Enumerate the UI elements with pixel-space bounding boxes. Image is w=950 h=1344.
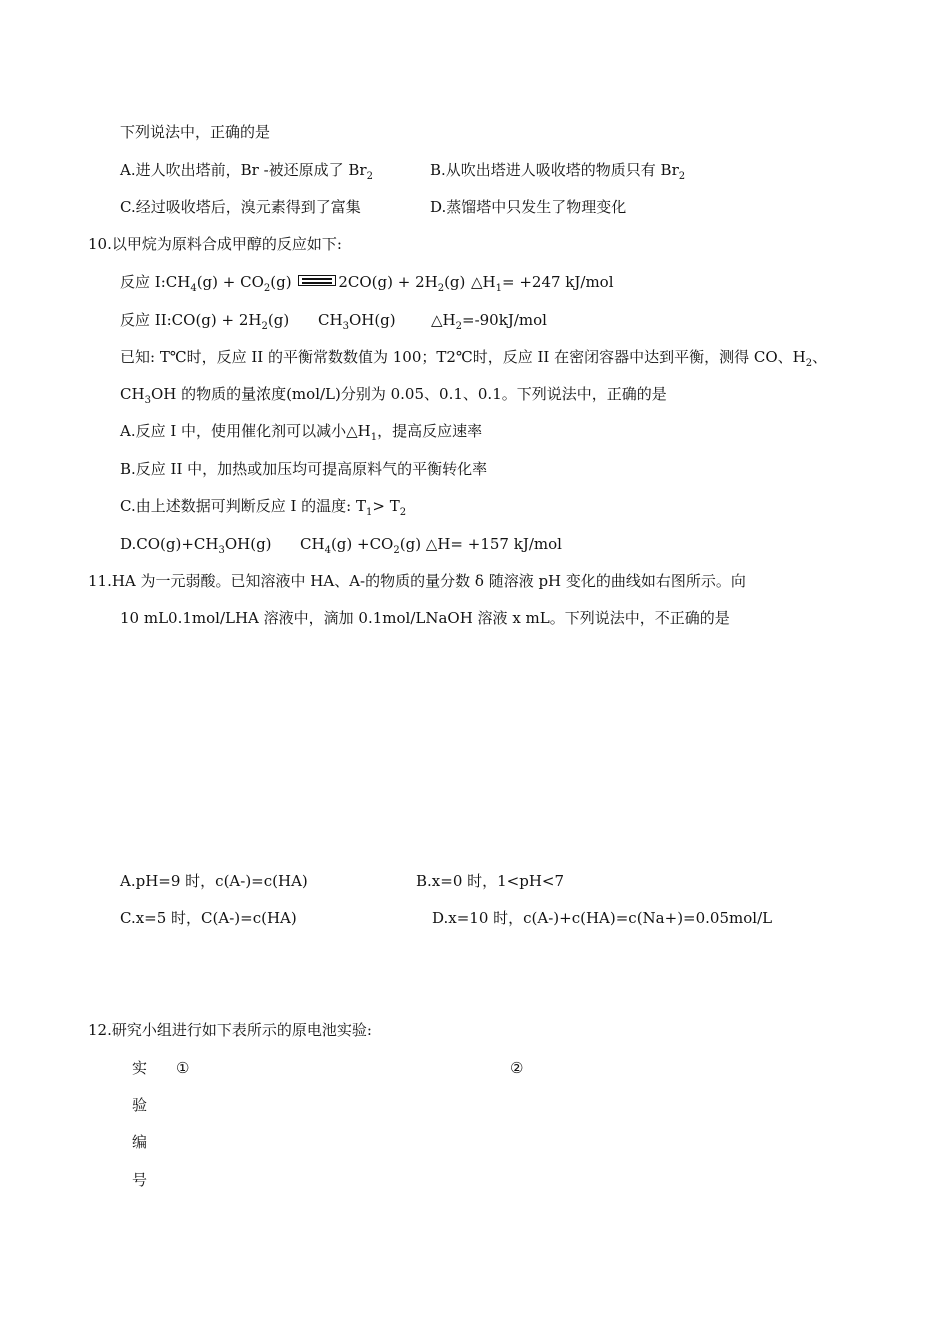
q10-reaction-2-enthalpy: $\triangle H_2=-90kJ$/mol	[431, 311, 547, 332]
q10-option-b: B.反应 II 中，加热或加压均可提高原料气的平衡转化率	[120, 460, 488, 478]
q10-reaction-2-product: $CH_3OH(g)$	[318, 311, 396, 332]
q11-stem-line-2: 10 mL0.1mol/LHA 溶液中，滴加 0.1mol/LNaOH 溶液 x mL。下列说法中，不正确的是	[120, 609, 730, 627]
q12-experiment-2: ②	[510, 1059, 524, 1077]
q10-option-a: A.反应 I 中，使用催化剂可以减小$\triangle H_1$，提高反应速率	[120, 422, 483, 443]
q9-stem: 下列说法中，正确的是	[120, 123, 271, 141]
q12-header-char-4: 号	[132, 1171, 148, 1189]
q12-title: 12.研究小组进行如下表所示的原电池实验:	[88, 1021, 372, 1039]
q9-option-b: B.从吹出塔进人吸收塔的物质只有 $Br_2$	[430, 161, 686, 182]
q9-option-c: C.经过吸收塔后，溴元素得到了富集	[120, 198, 361, 216]
q11-option-c: C.x=5 时，C(A-)=c(HA)	[120, 909, 297, 927]
q10-option-c: C.由上述数据可判断反应 I 的温度: $T_1> T_2$	[120, 497, 407, 518]
q9-option-a: A.进人吹出塔前，Br -被还原成了 $Br_2$	[120, 161, 373, 182]
q10-known-line-2: $CH_3OH$ 的物质的量浓度(mol/L)分别为 0.05、0.1、0.1。下列说法中，正确的是	[120, 385, 667, 406]
q10-known-line-1: 已知: T℃时，反应 II 的平衡常数数值为 100；T2℃时，反应 II 在密闭容器中达到平衡，测得 CO、$H_2$、	[120, 348, 828, 369]
q12-header-char-3: 编	[132, 1133, 148, 1151]
q12-header-char-2: 验	[132, 1096, 148, 1114]
q10-option-d-right: $CH_4(g) +CO_2(g)$ △H= +157 kJ/mol	[300, 535, 562, 556]
q12-header-char-1: 实	[132, 1059, 148, 1077]
q11-option-d: D.x=10 时，c(A-)+c(HA)=c(Na+)=0.05mol/L	[432, 909, 773, 927]
q9-option-d: D.蒸馏塔中只发生了物理变化	[430, 198, 627, 216]
q12-experiment-1: ①	[176, 1059, 190, 1077]
q10-reaction-1-enthalpy: $\triangle H_1= +247$ kJ/mol	[471, 273, 614, 294]
q10-reaction-1: 反应 $I:CH_4(g) + CO_2(g) 2CO(g) + 2H_2(g)$	[120, 273, 466, 294]
q10-title: 10.以甲烷为原料合成甲醇的反应如下:	[88, 235, 342, 253]
q11-option-a: A.pH=9 时，c(A-)=c(HA)	[120, 872, 308, 890]
q11-option-b: B.x=0 时，1<pH<7	[416, 872, 565, 890]
equilibrium-arrow-icon	[298, 275, 336, 286]
q10-option-d-left: $D.CO(g)+CH_3OH(g)$	[120, 535, 272, 556]
q10-reaction-2-reactants: 反应 II:CO(g) + $2H_2(g)$	[120, 311, 290, 332]
q11-stem-line-1: 11.HA 为一元弱酸。已知溶液中 HA、A-的物质的量分数 δ 随溶液 pH 变化的曲线如右图所示。向	[88, 572, 746, 590]
